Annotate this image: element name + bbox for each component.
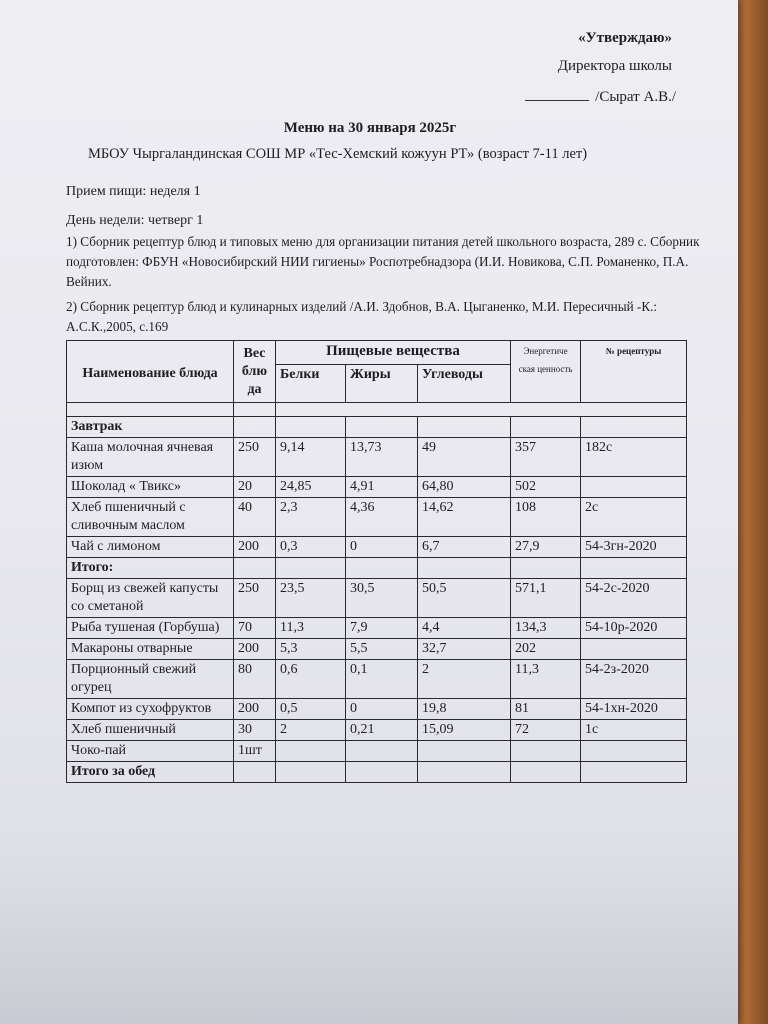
cell-energy: 571,1 — [511, 579, 581, 618]
cell-recipe — [581, 477, 687, 498]
header-protein: Белки — [276, 365, 346, 403]
cell-fat: 0 — [346, 699, 418, 720]
cell-carbs: 64,80 — [418, 477, 511, 498]
school-name: МБОУ Чыргаландинская СОШ МР «Тес-Хемский кожуун РТ» (возраст 7-11 лет) — [88, 146, 588, 162]
cell-protein: 23,5 — [276, 579, 346, 618]
empty-cell — [234, 417, 276, 438]
header-weight: Вес блю да — [234, 341, 276, 403]
empty-cell — [418, 762, 511, 783]
cell-recipe: 54-10р-2020 — [581, 618, 687, 639]
empty-cell — [511, 762, 581, 783]
cell-fat — [346, 741, 418, 762]
cell-protein: 9,14 — [276, 438, 346, 477]
signature-name: /Сырат А.В./ — [595, 89, 676, 105]
section-breakfast-label: Завтрак — [67, 417, 234, 438]
cell-name: Чай с лимоном — [67, 537, 234, 558]
cell-weight: 200 — [234, 639, 276, 660]
empty-cell — [511, 417, 581, 438]
approval-signature — [420, 86, 676, 106]
cell-recipe: 1с — [581, 720, 687, 741]
header-carbs: Углеводы — [418, 365, 511, 403]
cell-carbs: 4,4 — [418, 618, 511, 639]
header-recipe: № рецептуры — [581, 341, 687, 403]
cell-protein: 5,3 — [276, 639, 346, 660]
cell-carbs: 14,62 — [418, 498, 511, 537]
menu-title: Меню на 30 января 2025г — [283, 120, 457, 136]
empty-cell — [276, 417, 346, 438]
empty-cell — [581, 417, 687, 438]
cell-protein — [276, 741, 346, 762]
table-row — [67, 660, 687, 699]
table-row — [67, 438, 687, 477]
empty-cell — [346, 762, 418, 783]
cell-protein: 0,3 — [276, 537, 346, 558]
cell-recipe: 54-3гн-2020 — [581, 537, 687, 558]
cell-weight: 200 — [234, 537, 276, 558]
cell-protein: 2 — [276, 720, 346, 741]
cell-carbs: 32,7 — [418, 639, 511, 660]
empty-cell — [276, 558, 346, 579]
section-lunch-total — [67, 762, 687, 783]
cell-energy: 134,3 — [511, 618, 581, 639]
cell-weight: 250 — [234, 438, 276, 477]
menu-table — [66, 340, 687, 783]
approval-role: Директора школы — [557, 58, 672, 74]
cell-carbs: 49 — [418, 438, 511, 477]
table-row — [67, 720, 687, 741]
cell-weight: 20 — [234, 477, 276, 498]
cell-energy: 202 — [511, 639, 581, 660]
empty-cell — [346, 417, 418, 438]
empty-cell — [581, 762, 687, 783]
cell-fat: 4,36 — [346, 498, 418, 537]
cell-protein: 2,3 — [276, 498, 346, 537]
cell-protein: 0,5 — [276, 699, 346, 720]
menu-table-body — [67, 417, 687, 783]
day-of-week: День недели: четверг 1 — [66, 213, 204, 228]
cell-name: Борщ из свежей капусты со сметаной — [67, 579, 234, 618]
empty-cell — [511, 558, 581, 579]
cell-recipe — [581, 639, 687, 660]
cell-fat: 4,91 — [346, 477, 418, 498]
cell-carbs: 50,5 — [418, 579, 511, 618]
cell-energy: 357 — [511, 438, 581, 477]
cell-carbs — [418, 741, 511, 762]
cell-carbs: 15,09 — [418, 720, 511, 741]
empty-cell — [418, 417, 511, 438]
cell-name: Порционный свежий огурец — [67, 660, 234, 699]
cell-name: Макароны отварные — [67, 639, 234, 660]
header-nutrients: Пищевые вещества — [276, 341, 511, 365]
header-spacer-row — [67, 403, 687, 417]
cell-fat: 30,5 — [346, 579, 418, 618]
meal-week: Прием пищи: неделя 1 — [66, 184, 201, 199]
cell-weight: 40 — [234, 498, 276, 537]
source-note-2: 2) Сборник рецептур блюд и кулинарных изделий /А.И. Здобнов, В.А. Цыганенко, М.И. Пересичный -К.: А.С.К.,2005, с.169 — [66, 299, 658, 334]
section-breakfast — [67, 417, 687, 438]
cell-energy: 108 — [511, 498, 581, 537]
photo-shadow — [0, 860, 738, 1024]
cell-protein: 24,85 — [276, 477, 346, 498]
empty-cell — [418, 558, 511, 579]
cell-energy: 502 — [511, 477, 581, 498]
cell-recipe: 2с — [581, 498, 687, 537]
table-row — [67, 618, 687, 639]
cell-name: Рыба тушеная (Горбуша) — [67, 618, 234, 639]
empty-cell — [346, 558, 418, 579]
table-row — [67, 639, 687, 660]
cell-fat: 0,1 — [346, 660, 418, 699]
empty-cell — [234, 558, 276, 579]
table-row — [67, 579, 687, 618]
cell-energy: 27,9 — [511, 537, 581, 558]
cell-fat: 0 — [346, 537, 418, 558]
empty-cell — [581, 558, 687, 579]
section-total-label: Итого: — [67, 558, 234, 579]
cell-name: Чоко-пай — [67, 741, 234, 762]
cell-weight: 200 — [234, 699, 276, 720]
cell-name: Шоколад « Твикс» — [67, 477, 234, 498]
cell-name: Каша молочная ячневая изюм — [67, 438, 234, 477]
cell-carbs: 6,7 — [418, 537, 511, 558]
table-row — [67, 498, 687, 537]
cell-protein: 11,3 — [276, 618, 346, 639]
cell-weight: 80 — [234, 660, 276, 699]
section-total — [67, 558, 687, 579]
empty-cell — [234, 762, 276, 783]
cell-carbs: 19,8 — [418, 699, 511, 720]
cell-name: Хлеб пшеничный — [67, 720, 234, 741]
source-note-1: 1) Сборник рецептур блюд и типовых меню для организации питания детей школьного возраста, 289 с. Сборник подготовлен: ФБУН «Новосибирский НИИ гигиены» Роспотребнадзора (И.И. Новикова, С.П. Романенко, П.А. Вейних. — [66, 234, 700, 289]
header-energy: Энергетиче ская ценность — [511, 341, 581, 403]
cell-carbs: 2 — [418, 660, 511, 699]
header-dish-name: Наименование блюда — [67, 341, 234, 403]
cell-name: Хлеб пшеничный с сливочным маслом — [67, 498, 234, 537]
section-lunch-total-label: Итого за обед — [67, 762, 234, 783]
cell-fat: 5,5 — [346, 639, 418, 660]
cell-energy: 81 — [511, 699, 581, 720]
cell-recipe: 182с — [581, 438, 687, 477]
cell-weight: 70 — [234, 618, 276, 639]
cell-recipe: 54-2с-2020 — [581, 579, 687, 618]
cell-protein: 0,6 — [276, 660, 346, 699]
cell-weight: 250 — [234, 579, 276, 618]
cell-energy: 72 — [511, 720, 581, 741]
cell-recipe: 54-2з-2020 — [581, 660, 687, 699]
table-row — [67, 741, 687, 762]
cell-recipe — [581, 741, 687, 762]
table-row — [67, 699, 687, 720]
cell-name: Компот из сухофруктов — [67, 699, 234, 720]
cell-energy — [511, 741, 581, 762]
cell-fat: 13,73 — [346, 438, 418, 477]
cell-recipe: 54-1хн-2020 — [581, 699, 687, 720]
cell-weight: 1шт — [234, 741, 276, 762]
cell-fat: 7,9 — [346, 618, 418, 639]
cell-energy: 11,3 — [511, 660, 581, 699]
empty-cell — [276, 762, 346, 783]
signature-line — [525, 86, 589, 101]
table-row — [67, 477, 687, 498]
approval-title: «Утверждаю» — [578, 30, 672, 46]
table-row — [67, 537, 687, 558]
header-fat: Жиры — [346, 365, 418, 403]
cell-fat: 0,21 — [346, 720, 418, 741]
cell-weight: 30 — [234, 720, 276, 741]
